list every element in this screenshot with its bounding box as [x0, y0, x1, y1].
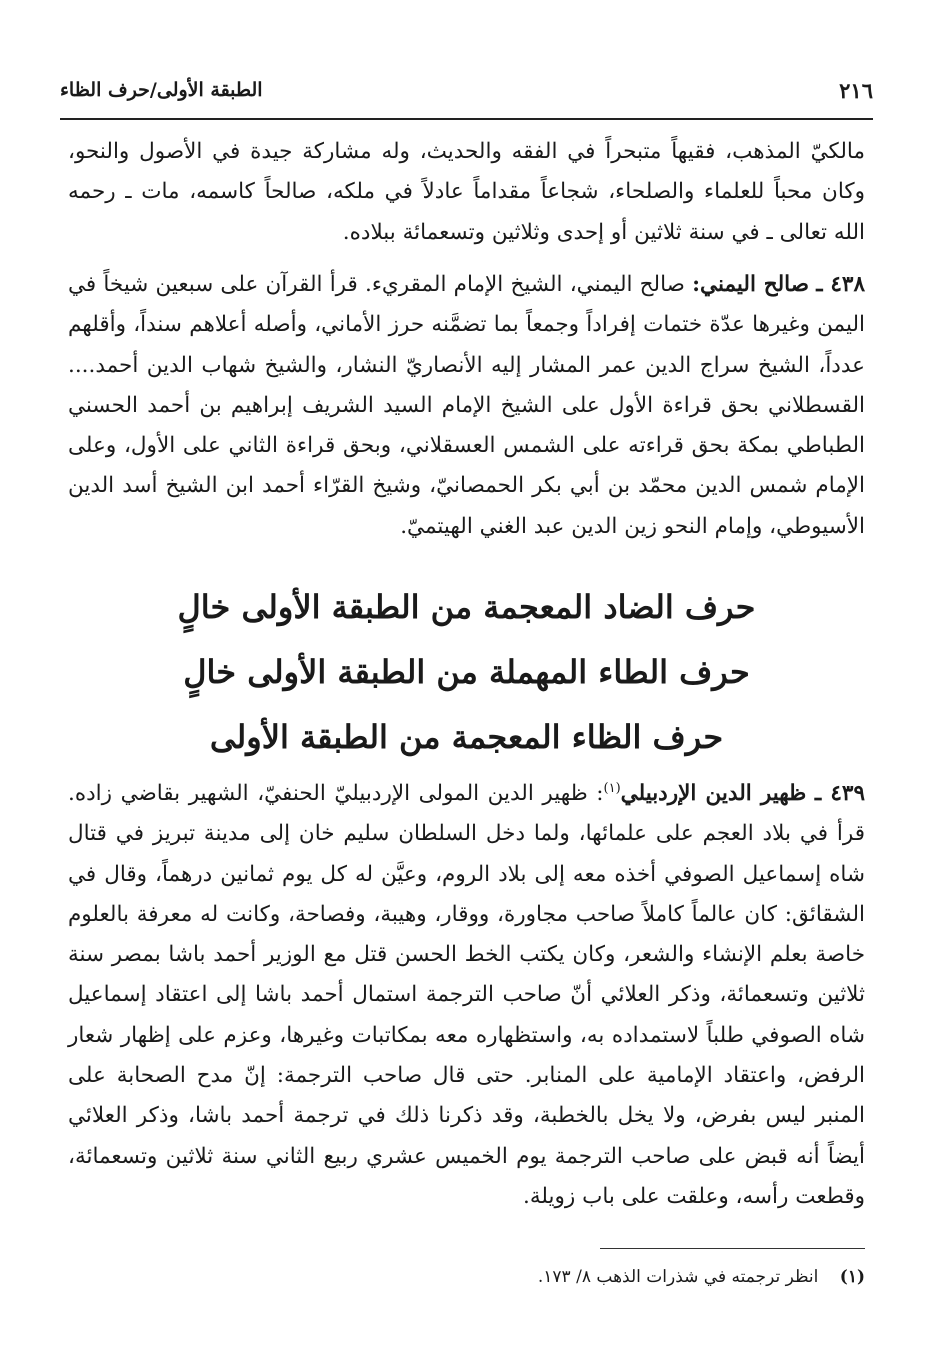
footnote-rule [600, 1248, 865, 1249]
entry-438 [68, 265, 865, 547]
footnote-text: انظر ترجمته في شذرات الذهب ٨/ ١٧٣. [537, 1267, 819, 1287]
running-title: الطبقة الأولى/حرف الظاء [60, 79, 263, 101]
page-number: ٢١٦ [839, 77, 873, 103]
footnote [68, 1262, 865, 1292]
continuation-paragraph [68, 132, 865, 253]
entry-text: ظهير الدين المولى الإردبيليّ الحنفيّ، الشهير بقاضي زاده. قرأ في بلاد العجم على علمائها، ولما دخل السلطان سليم خان إلى مدينة تبريز في قتال شاه إسماعيل الصوفي أخذه معه إلى بلاد الروم، وعيَّن له كل يوم ثمانين درهماً، وقال في الشقائق: كان عالماً كاملاً صاحب مجاورة، ووقار، وهيبة، وفصاحة، وكانت له معرفة بالعلوم خاصة بعلم الإنشاء والشعر، وكان يكتب الخط الحسن قتل مع الوزير أحمد باشا بمصر سنة ثلاثين وتسعمائة، وذكر العلائي أنّ صاحب الترجمة استمال أحمد باشا إلى اعتقاد إسماعيل شاه الصوفي طلباً لاستمداده به، واستظهاره معه بمكاتبات وغيرها، وعزم على إظهار شعار الرفض، واعتقاد الإمامية على المنابر. حتى قال صاحب الترجمة: إنّ مدح الصحابة على المنبر ليس بفرض، ولا يخل بالخطبة، وقد ذكرنا ذلك في ترجمة أحمد باشا، وذكر العلائي أيضاً أنه قبض على صاحب الترجمة يوم الخميس عشري ربيع الثاني سنة ثلاثين وتسعمائة، وقطعت رأسه، وعلقت على باب زويلة. [68, 781, 865, 1209]
entry-number: ٤٣٩ ـ [814, 781, 865, 806]
header-rule [60, 118, 873, 120]
continuation-text: مالكيّ المذهب، فقيهاً متبحراً في الفقه والحديث، وله مشاركة جيدة في الأصول والنحو، وكان محباً للعلماء والصلحاء، شجاعاً مقداماً عادلاً في ملكه، صالحاً كاسمه، مات ـ رحمه الله تعالى ـ في سنة ثلاثين أو إحدى وثلاثين وتسعمائة ببلاده. [68, 139, 865, 245]
section-heading-taa: حرف الطاء المهملة من الطبقة الأولى خالٍ [183, 653, 750, 691]
footnote-reference[interactable]: (١) [603, 780, 621, 796]
entry-colon: : [596, 781, 604, 806]
footnote-marker: (١) [839, 1267, 865, 1287]
entry-number: ٤٣٨ ـ [816, 272, 865, 297]
section-heading-zaa: حرف الظاء المعجمة من الطبقة الأولى [209, 718, 724, 756]
entry-text: صالح اليمني، الشيخ الإمام المقريء. قرأ القرآن على سبعين شيخاً في اليمن وغيرها عدّة ختمات إفراداً وجمعاً بما تضمَّنه حرز الأماني، وأصله أعلاهم سنداً، وأقلهم عدداً، الشيخ سراج الدين عمر المشار إليه الأنصاريّ النشار، والشيخ شهاب الدين أحمد.... القسطلاني بحق قراءة الأول على الشيخ الإمام السيد الشريف إبراهيم بن أحمد الحسني الطباطي بمكة بحق قراءته على الشمس العسقلاني، وبحق قراءة الثاني على الأول، وعلى الإمام شمس الدين محمّد بن أبي بكر الحمصانيّ، وشيخ القرّاء أحمد ابن الشيخ أسد الدين الأسيوطي، وإمام النحو زين الدين عبد الغني الهيتميّ. [68, 272, 865, 539]
section-heading-dad: حرف الضاد المعجمة من الطبقة الأولى خالٍ [177, 588, 756, 626]
page-header [60, 72, 873, 108]
entry-439 [68, 774, 865, 1217]
entry-name: ظهير الدين الإردبيلي [620, 781, 807, 806]
entry-name: صالح اليمني: [692, 272, 809, 297]
